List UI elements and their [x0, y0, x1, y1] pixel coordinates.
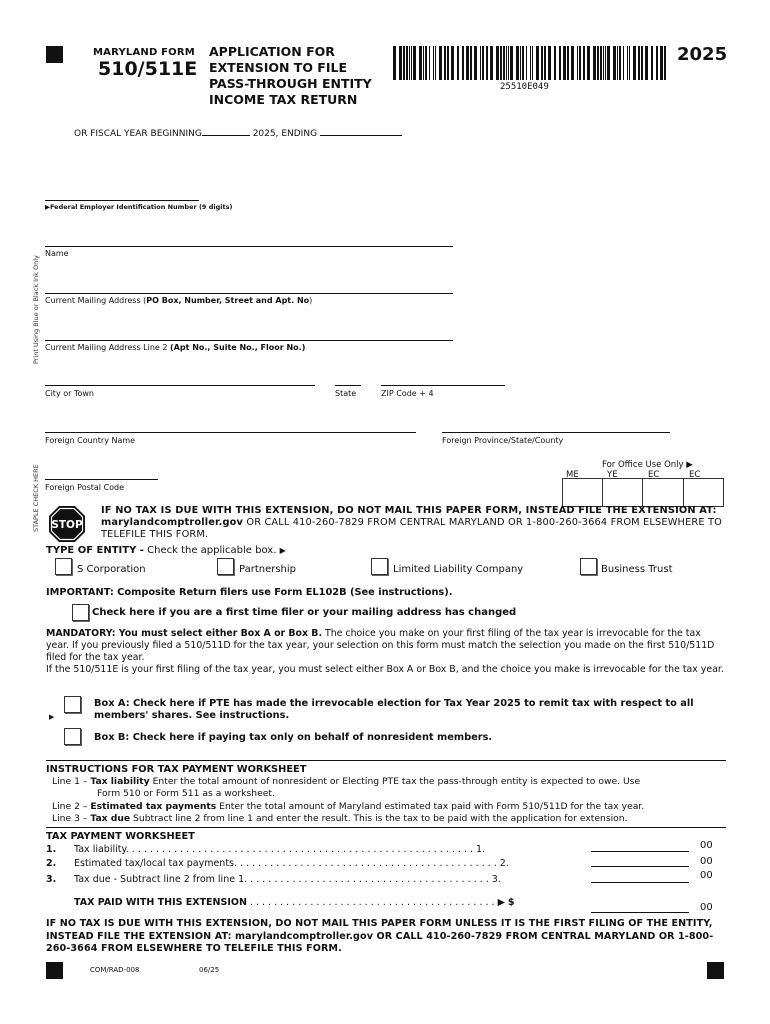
barcode-bar: [563, 46, 566, 80]
barcode-bar: [423, 46, 424, 80]
barcode-bar: [664, 46, 666, 80]
barcode-bar: [623, 46, 624, 80]
print-ink-note: Print Using Blue or Black Ink Only: [32, 255, 40, 364]
registration-mark-top-left: [46, 46, 63, 63]
worksheet-line-1-label: Tax liability. . . . . . . . . . . . . . . . . . . . . . . . . . . . . . . . . . . . . . . . . . . . . . . . . . . . . . . . . . 1.: [74, 844, 486, 855]
barcode-bar: [577, 46, 578, 80]
city-input[interactable]: [45, 385, 315, 386]
office-use-col-ec1: EC: [648, 470, 660, 480]
arrow-right-icon: ▶: [45, 203, 50, 211]
instructions-rule: [46, 760, 726, 761]
barcode-bar: [474, 46, 477, 80]
stop-notice-text: IF NO TAX IS DUE WITH THIS EXTENSION, DO NOT MAIL THIS PAPER FORM, INSTEAD FILE THE EXTENSION AT: marylandcomptroller.gov OR CALL 410-260-7829 FROM CENTRAL MARYLAND OR 1-800-260-3664 FROM ELSEWHERE TO TELEFILE THIS FORM.: [101, 505, 722, 540]
barcode-bar: [627, 46, 628, 80]
address2-label: Current Mailing Address Line 2 (Apt No., Suite No., Floor No.): [45, 343, 306, 352]
barcode-bar: [593, 46, 596, 80]
tax-year: 2025: [677, 44, 728, 65]
instructions-line-3: Line 3 – Tax due Subtract line 2 from line 1 and enter the result. This is the tax to be paid with the application for extension.: [52, 813, 628, 824]
box-a-checkbox[interactable]: [64, 696, 81, 713]
barcode-bar: [651, 46, 653, 80]
title-line-4: INCOME TAX RETURN: [209, 92, 358, 107]
barcode-bar: [480, 46, 481, 80]
partnership-checkbox[interactable]: [217, 558, 234, 575]
instructions-line-1: Line 1 – Tax liability Enter the total amount of nonresident or Electing PTE tax the pass-through entity is expected to owe. Use Form 510 or Form 511 as a worksheet.: [52, 776, 641, 799]
barcode-bar: [413, 46, 416, 80]
barcode-bar: [641, 46, 643, 80]
barcode-bar: [433, 46, 434, 80]
barcode-bar: [660, 46, 663, 80]
office-use-title: For Office Use Only ▶: [602, 460, 693, 470]
instructions-heading: INSTRUCTIONS FOR TAX PAYMENT WORKSHEET: [46, 764, 307, 775]
svg-text:STOP: STOP: [51, 519, 83, 531]
barcode-bar: [435, 46, 436, 80]
fiscal-ending-label: 2025, ENDING: [252, 129, 318, 139]
city-label: City or Town: [45, 389, 94, 398]
first-time-filer-label: Check here if you are a first time filer or your mailing address has changed: [92, 607, 517, 618]
office-use-col-me: ME: [566, 470, 579, 480]
barcode-bar: [444, 46, 446, 80]
arrow-right-icon: ▶: [497, 897, 505, 908]
barcode-bar: [579, 46, 581, 80]
office-use-cell-me: [562, 478, 603, 507]
barcode-bar: [403, 46, 405, 80]
foreign-country-label: Foreign Country Name: [45, 436, 136, 445]
llc-label: Limited Liability Company: [393, 564, 524, 575]
office-use-col-ec2: EC: [689, 470, 701, 480]
worksheet-line-2-cents: 00: [700, 856, 713, 867]
barcode-bar: [496, 46, 499, 80]
barcode-bar: [510, 46, 513, 80]
barcode-bar: [520, 46, 521, 80]
barcode-bar: [419, 46, 422, 80]
barcode-bar: [633, 46, 636, 80]
title-line-1: APPLICATION FOR: [209, 44, 335, 59]
barcode-bar: [530, 46, 531, 80]
barcode-bar: [559, 46, 561, 80]
form-title: [209, 44, 372, 108]
barcode-bar: [536, 46, 539, 80]
staple-check-note: STAPLE CHECK HERE: [32, 464, 40, 532]
arrow-right-icon: ▶: [279, 546, 286, 555]
box-a-label: Box A: Check here if PTE has made the irrevocable election for Tax Year 2025 to remit tax with respect to all members' shares. See instructions.: [94, 698, 694, 721]
barcode-bar: [486, 46, 488, 80]
barcode-bar: [571, 46, 574, 80]
barcode-bar: [656, 46, 658, 80]
fiscal-begin-field[interactable]: [202, 135, 250, 136]
name-label: Name: [45, 249, 69, 258]
tax-liability-input[interactable]: [591, 851, 689, 852]
barcode-bar: [638, 46, 640, 80]
barcode-bar: [482, 46, 484, 80]
title-line-3: PASS-THROUGH ENTITY: [209, 76, 372, 91]
barcode-bar: [605, 46, 606, 80]
barcode-bar: [411, 46, 412, 80]
barcode-bar: [439, 46, 442, 80]
entity-heading: TYPE OF ENTITY - Check the applicable box. ▶: [46, 545, 286, 556]
stop-sign-icon: [48, 505, 86, 543]
foreign-country-input[interactable]: [45, 432, 416, 433]
s-corporation-label: S Corporation: [77, 564, 146, 575]
box-b-label: Box B: Check here if paying tax only on behalf of nonresident members.: [94, 732, 493, 743]
instructions-line-2: Line 2 – Estimated tax payments Enter the total amount of Maryland estimated tax paid with Form 510/511D for the tax year.: [52, 801, 645, 812]
barcode-bar: [393, 46, 396, 80]
business-trust-label: Business Trust: [601, 564, 673, 575]
worksheet-heading: TAX PAYMENT WORKSHEET: [46, 831, 195, 842]
barcode-text: 25510E049: [500, 82, 549, 92]
barcode-bar: [526, 46, 527, 80]
barcode-bar: [597, 46, 599, 80]
llc-checkbox[interactable]: [371, 558, 388, 575]
tax-due-input[interactable]: [591, 882, 689, 883]
title-line-2: EXTENSION TO FILE: [209, 60, 347, 75]
important-note: IMPORTANT: Composite Return filers use Form EL102B (See instructions).: [46, 587, 453, 598]
address2-input[interactable]: [45, 340, 453, 341]
worksheet-line-2-label: Estimated tax/local tax payments. . . . . . . . . . . . . . . . . . . . . . . . . . . . . . . . . . . . . . . . . . . . 2.: [74, 858, 509, 869]
barcode-bar: [506, 46, 507, 80]
barcode-bar: [425, 46, 427, 80]
barcode-bar: [429, 46, 430, 80]
worksheet-line-3-num: 3.: [46, 874, 57, 885]
name-input[interactable]: [45, 246, 453, 247]
address1-label: Current Mailing Address (PO Box, Number, Street and Apt. No): [45, 296, 313, 305]
worksheet-line-2-num: 2.: [46, 858, 57, 869]
barcode-bar: [567, 46, 569, 80]
barcode-bar: [500, 46, 502, 80]
worksheet-line-3-cents: 00: [700, 870, 713, 881]
fein-input[interactable]: [45, 200, 199, 201]
barcode-bar: [607, 46, 610, 80]
zip-input[interactable]: [381, 385, 505, 386]
foreign-postal-label: Foreign Postal Code: [45, 483, 125, 492]
barcode-bar: [583, 46, 585, 80]
fein-label: ▶Federal Employer Identification Number (9 digits): [45, 203, 233, 211]
form-number: 510/511E: [98, 58, 198, 80]
arrow-right-icon: ▶: [686, 460, 693, 470]
form-date: 06/25: [199, 966, 220, 974]
state-label: State: [335, 389, 357, 398]
foreign-postal-input[interactable]: [45, 479, 158, 480]
barcode-bar: [544, 46, 546, 80]
registration-mark-bottom-left: [46, 962, 63, 979]
arrow-right-icon: ▶: [49, 713, 55, 721]
barcode-bar: [629, 46, 630, 80]
barcode-bar: [406, 46, 408, 80]
fiscal-year-line: [74, 129, 402, 139]
mandatory-paragraph: MANDATORY: You must select either Box A or Box B. The choice you make on your first filing of the tax year is irrevocable for the tax year. If you previously filed a 510/511D for the tax year, your selection on this form must match the selection you made on the first 510/511D filed for the tax year. If the 510/511E is your first filing of the tax year, you must select either Box A or Box B, and the choice you make is irrevocable for the tax year.: [46, 628, 724, 675]
fiscal-end-field[interactable]: [320, 135, 402, 136]
form-label: MARYLAND FORM: [93, 47, 195, 58]
worksheet-rule: [46, 827, 726, 828]
office-use-cell-ec1: [642, 478, 684, 507]
office-use-col-ye: YE: [607, 470, 618, 480]
barcode-bar: [451, 46, 454, 80]
first-time-filer-checkbox[interactable]: [72, 604, 89, 621]
barcode-bar: [600, 46, 602, 80]
partnership-label: Partnership: [239, 564, 297, 575]
barcode-bar: [508, 46, 509, 80]
s-corporation-checkbox[interactable]: [55, 558, 72, 575]
tax-paid-label: TAX PAID WITH THIS EXTENSION . . . . . . . . . . . . . . . . . . . . . . . . . . . . . . . . . . . . . . . . . ▶ $: [74, 897, 515, 908]
barcode-bar: [532, 46, 533, 80]
barcode-bar: [399, 46, 402, 80]
barcode-bar: [409, 46, 410, 80]
form-code: COM/RAD-008: [90, 966, 140, 974]
worksheet-line-1-num: 1.: [46, 844, 57, 855]
barcode-bar: [447, 46, 449, 80]
fiscal-prefix: OR FISCAL YEAR BEGINNING: [74, 129, 202, 139]
barcode-bar: [466, 46, 469, 80]
barcode-bar: [617, 46, 618, 80]
barcode-bar: [619, 46, 621, 80]
barcode-bar: [554, 46, 556, 80]
barcode-bar: [613, 46, 616, 80]
zip-label: ZIP Code + 4: [381, 389, 434, 398]
barcode-bar: [541, 46, 543, 80]
barcode-bar: [516, 46, 519, 80]
barcode-bar: [548, 46, 551, 80]
barcode-bar: [457, 46, 459, 80]
office-use-cell-ye: [602, 478, 643, 507]
barcode-bar: [470, 46, 472, 80]
box-b-checkbox[interactable]: [64, 728, 81, 745]
worksheet-line-3-label: Tax due - Subtract line 2 from line 1. . . . . . . . . . . . . . . . . . . . . . . . . . . . . . . . . . . . . . . . . 3.: [74, 874, 501, 885]
barcode-bar: [587, 46, 590, 80]
address1-input[interactable]: [45, 293, 453, 294]
registration-mark-bottom-right: [707, 962, 724, 979]
estimated-payments-input[interactable]: [591, 866, 689, 867]
barcode-bar: [462, 46, 464, 80]
state-input[interactable]: [335, 385, 361, 386]
foreign-province-label: Foreign Province/State/County: [442, 436, 564, 445]
barcode-icon: [393, 46, 669, 82]
barcode-bar: [503, 46, 505, 80]
barcode-bar: [490, 46, 493, 80]
barcode-bar: [645, 46, 648, 80]
tax-paid-cents: 00: [700, 902, 713, 913]
footer-notice: IF NO TAX IS DUE WITH THIS EXTENSION, DO NOT MAIL THIS PAPER FORM UNLESS IT IS THE FIRST FILING OF THE ENTITY, INSTEAD FILE THE EXTENSION AT: marylandcomptroller.gov OR CALL 410-260-7829 FROM CENTRAL MARYLAND OR 1-800-260-3664 FROM ELSEWHERE TO TELEFILE THIS FORM.: [46, 918, 714, 954]
barcode-bar: [603, 46, 604, 80]
tax-paid-input[interactable]: [591, 912, 689, 913]
foreign-province-input[interactable]: [442, 432, 670, 433]
business-trust-checkbox[interactable]: [580, 558, 597, 575]
office-use-cell-ec2: [683, 478, 724, 507]
barcode-bar: [522, 46, 524, 80]
worksheet-line-1-cents: 00: [700, 840, 713, 851]
